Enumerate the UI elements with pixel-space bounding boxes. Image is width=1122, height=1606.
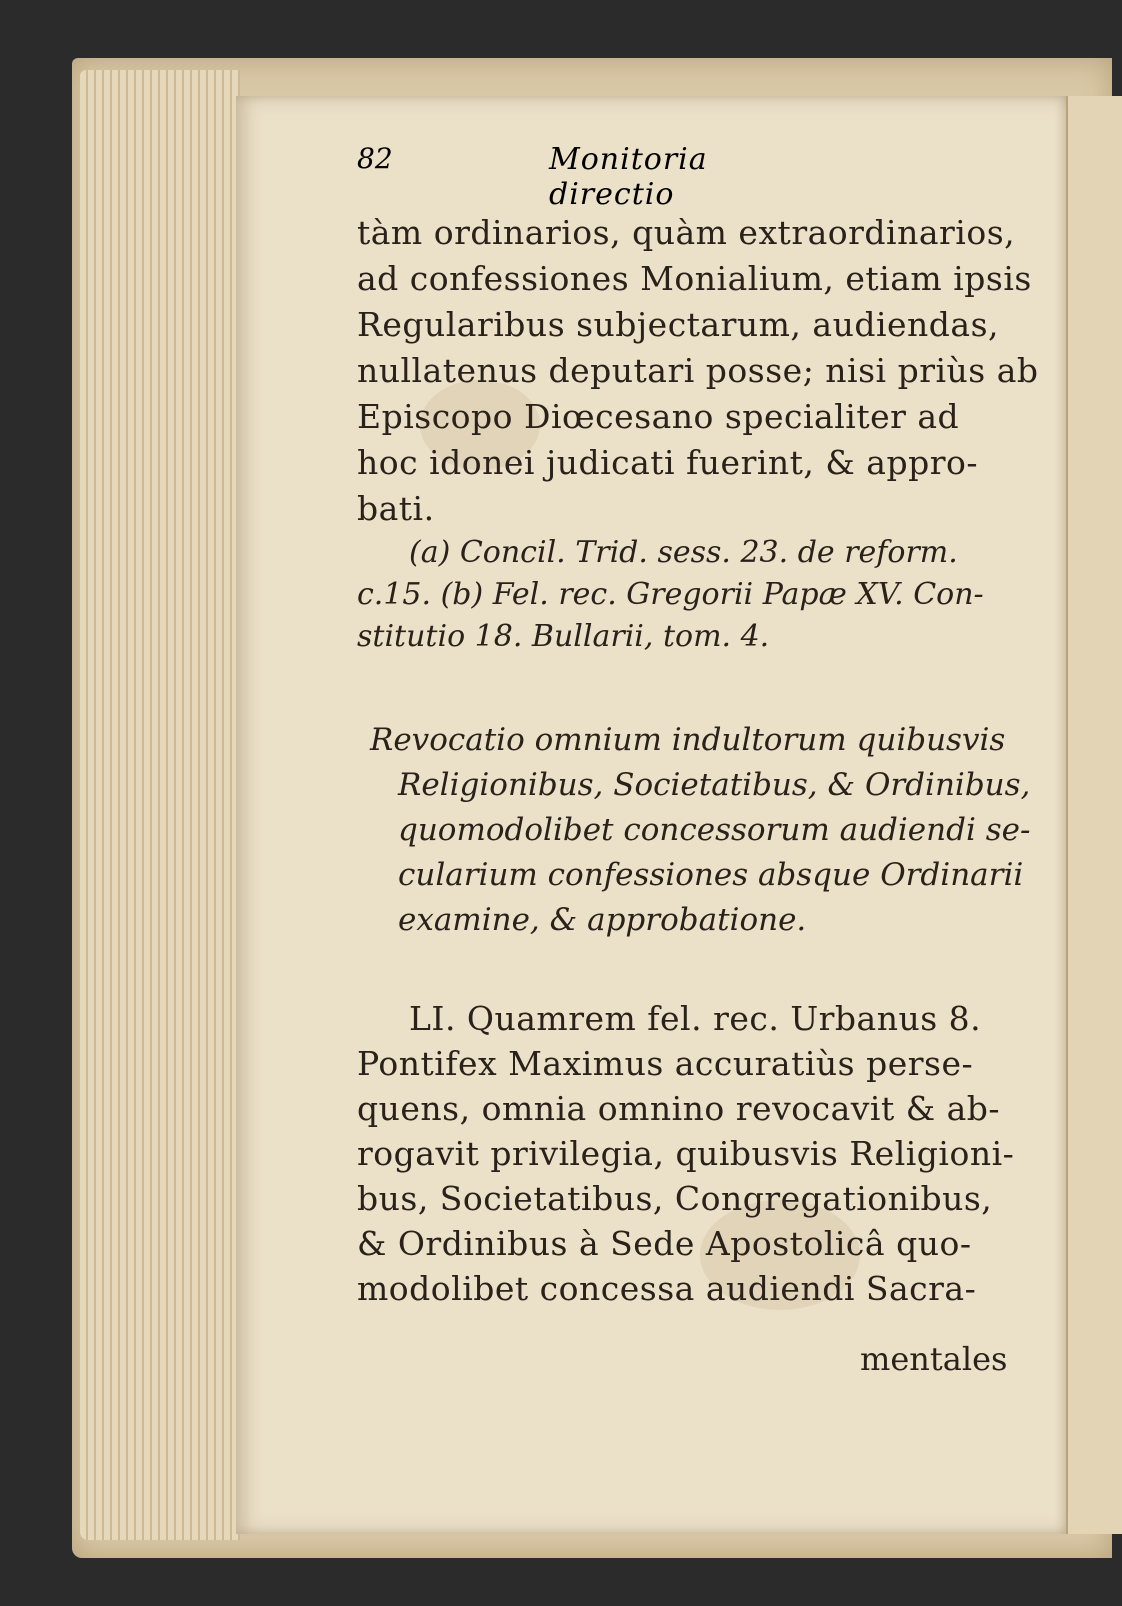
body-text (357, 210, 1047, 532)
text-line: modolibet concessa audiendi Sacra- (357, 1269, 977, 1308)
section-heading (370, 718, 1050, 943)
heading-line: examine, & approbatione. (398, 902, 807, 938)
heading-line: Revocatio omnium indultorum quibusvis (370, 722, 1006, 758)
paragraph (357, 996, 1047, 1311)
text-line: quens, omnia omnino revocavit & ab- (357, 1089, 1001, 1128)
text-line: Regularibus subjectarum, audiendas, (357, 305, 1000, 344)
text-line: bus, Societatibus, Congregationibus, (357, 1179, 993, 1218)
running-title: Monitoria directio (549, 142, 708, 212)
note-line: c.15. (b) Fel. rec. Gregorii Papæ XV. Con- (357, 577, 984, 612)
text-line: ad confessiones Monialium, etiam ipsis (357, 259, 1032, 298)
page-edges (80, 70, 240, 1540)
text-line: & Ordinibus à Sede Apostolicâ quo- (357, 1224, 972, 1263)
text-line: Pontifex Maximus accuratiùs perse- (357, 1044, 974, 1083)
text-line: hoc idonei judicati fuerint, & appro- (357, 443, 978, 482)
note-line: (a) Concil. Trid. sess. 23. de reform. (409, 535, 958, 570)
text-line: bati. (357, 489, 435, 528)
running-head (357, 142, 837, 212)
facing-page-edge (1066, 96, 1122, 1534)
marginal-notes (357, 532, 1047, 658)
heading-line: cularium confessiones absque Ordinarii (398, 857, 1024, 893)
text-line: LI. Quamrem fel. rec. Urbanus 8. (409, 999, 982, 1038)
heading-line: quomodolibet concessorum audiendi se- (398, 812, 1031, 848)
page-number: 82 (357, 142, 393, 175)
catchword: mentales (860, 1340, 1008, 1378)
text-line: Episcopo Diœcesano specialiter ad (357, 397, 960, 436)
heading-line: Religionibus, Societatibus, & Ordinibus, (398, 767, 1031, 803)
text-line: nullatenus deputari posse; nisi priùs ab (357, 351, 1039, 390)
note-line: stitutio 18. Bullarii, tom. 4. (357, 619, 770, 654)
text-line: rogavit privilegia, quibusvis Religioni- (357, 1134, 1015, 1173)
text-line: tàm ordinarios, quàm extraordinarios, (357, 213, 1016, 252)
